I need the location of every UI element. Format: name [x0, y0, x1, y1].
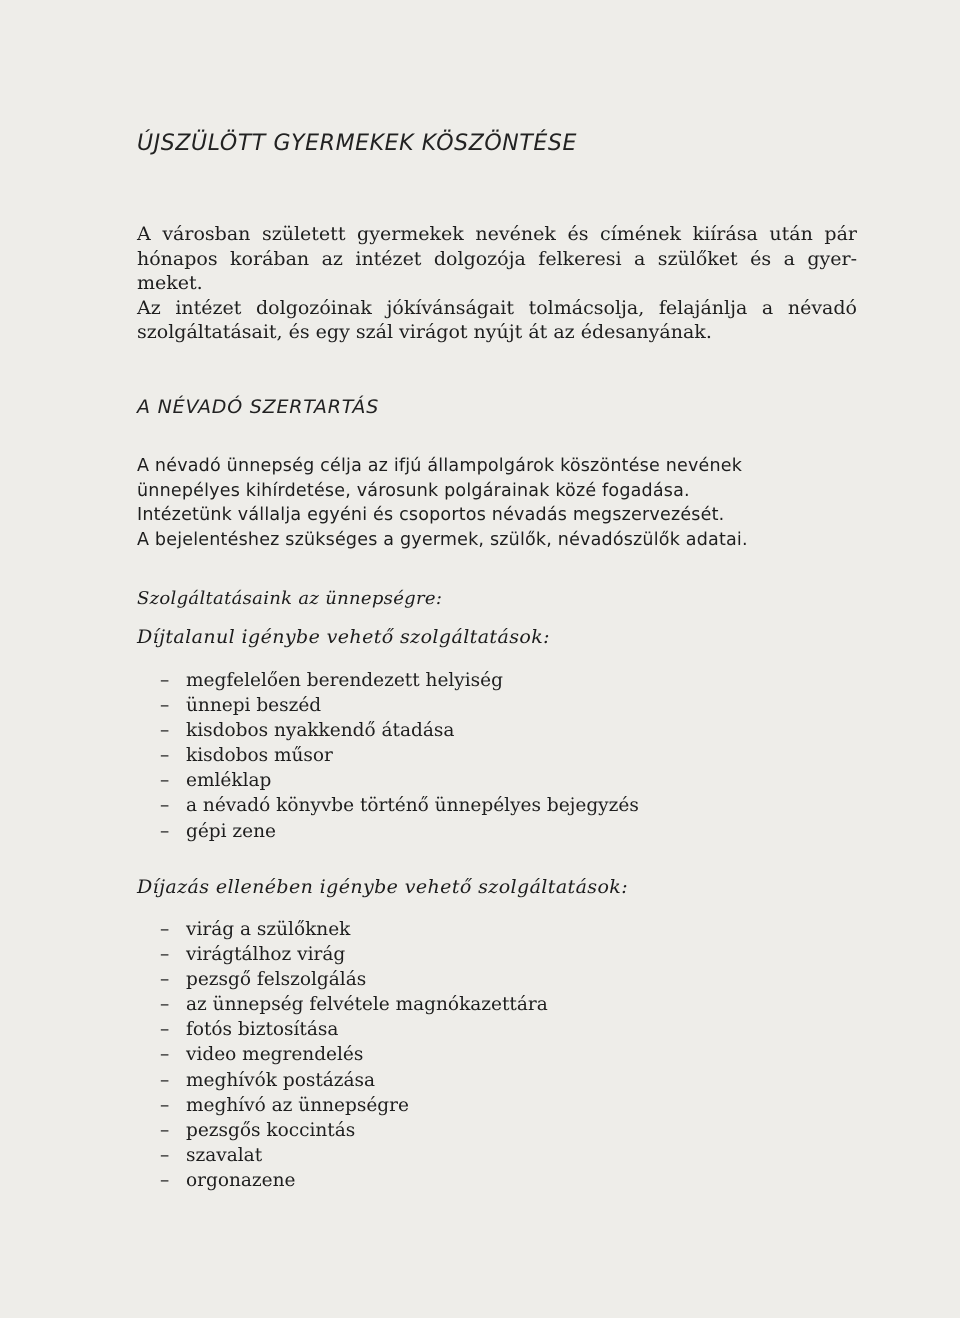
list-item-text: a névadó könyvbe történő ünnepélyes bejegyzés: [186, 795, 639, 817]
list-dash: –: [160, 969, 170, 991]
list-item: [160, 668, 639, 693]
list-dash: –: [160, 1094, 170, 1116]
list-dash: –: [160, 1119, 170, 1141]
list-item: [160, 768, 639, 793]
list-dash: –: [160, 994, 170, 1016]
list-dash: –: [160, 670, 170, 691]
list-item-text: virág a szülőknek: [186, 919, 351, 940]
list-item-text: orgonazene: [186, 1169, 296, 1191]
list-dash: –: [160, 720, 170, 742]
list-item: [160, 693, 639, 718]
list-item-text: pezsgős koccintás: [186, 1119, 356, 1141]
intro-line: Az intézet dolgozóinak jókívánságait tolmácsolja, felajánlja a névadó: [137, 296, 857, 319]
page-title: ÚJSZÜLÖTT GYERMEKEK KÖSZÖNTÉSE: [137, 131, 577, 156]
list-dash: –: [160, 820, 170, 842]
list-item-text: video megrendelés: [186, 1044, 364, 1066]
list-item-text: kisdobos nyakkendő átadása: [186, 720, 455, 742]
list-item-text: fotós biztosítása: [186, 1019, 339, 1041]
list-item: [160, 967, 548, 992]
list-dash: –: [160, 919, 170, 940]
list-item: [160, 819, 639, 844]
list-item: [160, 917, 548, 942]
services-title: Szolgáltatásaink az ünnepségre:: [137, 588, 443, 609]
list-item: [160, 1168, 548, 1193]
intro-line: szolgáltatásait, és egy szál virágot nyújt át az édesanyának.: [137, 321, 712, 344]
list-dash: –: [160, 1069, 170, 1091]
list-item-text: kisdobos műsor: [186, 745, 333, 767]
list-item: [160, 1143, 548, 1168]
intro-line: hónapos korában az intézet dolgozója felkeresi a szülőket és a gyer-: [137, 247, 857, 270]
list-item: [160, 743, 639, 768]
list-item-text: virágtálhoz virág: [186, 944, 346, 966]
list-item: [160, 942, 548, 967]
intro-line: A városban született gyermekek nevének és címének kiírása után pár: [137, 223, 857, 245]
section-line: A névadó ünnepség célja az ifjú állampolgárok köszöntése nevének: [137, 456, 743, 476]
list-item: [160, 1093, 548, 1118]
list-item-text: ünnepi beszéd: [186, 695, 322, 717]
list-dash: –: [160, 795, 170, 817]
list-dash: –: [160, 1144, 170, 1166]
intro-paragraph: [137, 222, 857, 345]
list-dash: –: [160, 944, 170, 966]
section-line: Intézetünk vállalja egyéni és csoportos névadás megszervezését.: [137, 505, 725, 525]
list-item-text: emléklap: [186, 770, 272, 792]
list-item-text: meghívók postázása: [186, 1069, 376, 1091]
list-item-text: pezsgő felszolgálás: [186, 969, 367, 991]
list-item-text: megfelelően berendezett helyiség: [186, 670, 503, 691]
list-item: [160, 793, 639, 818]
list-item: [160, 1068, 548, 1093]
free-services-title: Díjtalanul igénybe vehető szolgáltatások:: [137, 626, 550, 648]
list-item: [160, 1118, 548, 1143]
list-dash: –: [160, 695, 170, 717]
paid-services-list: [160, 917, 548, 1193]
list-dash: –: [160, 1169, 170, 1191]
list-item-text: gépi zene: [186, 820, 276, 842]
list-dash: –: [160, 770, 170, 792]
list-dash: –: [160, 1019, 170, 1041]
section-line: A bejelentéshez szükséges a gyermek, szülők, névadószülők adatai.: [137, 529, 748, 550]
section-line: ünnepélyes kihírdetése, városunk polgárainak közé fogadása.: [137, 480, 690, 501]
list-item: [160, 1017, 548, 1042]
list-item-text: az ünnepség felvétele magnókazettára: [186, 994, 548, 1016]
intro-line: meket.: [137, 272, 203, 295]
list-dash: –: [160, 745, 170, 767]
list-item-text: szavalat: [186, 1144, 263, 1166]
list-item-text: meghívó az ünnepségre: [186, 1094, 409, 1116]
list-item: [160, 992, 548, 1017]
list-item: [160, 1042, 548, 1067]
section-heading: A NÉVADÓ SZERTARTÁS: [137, 396, 380, 418]
section-paragraph: [137, 454, 748, 552]
list-dash: –: [160, 1044, 170, 1066]
free-services-list: [160, 668, 639, 844]
list-item: [160, 718, 639, 743]
paid-services-title: Díjazás ellenében igénybe vehető szolgáltatások:: [137, 876, 629, 898]
